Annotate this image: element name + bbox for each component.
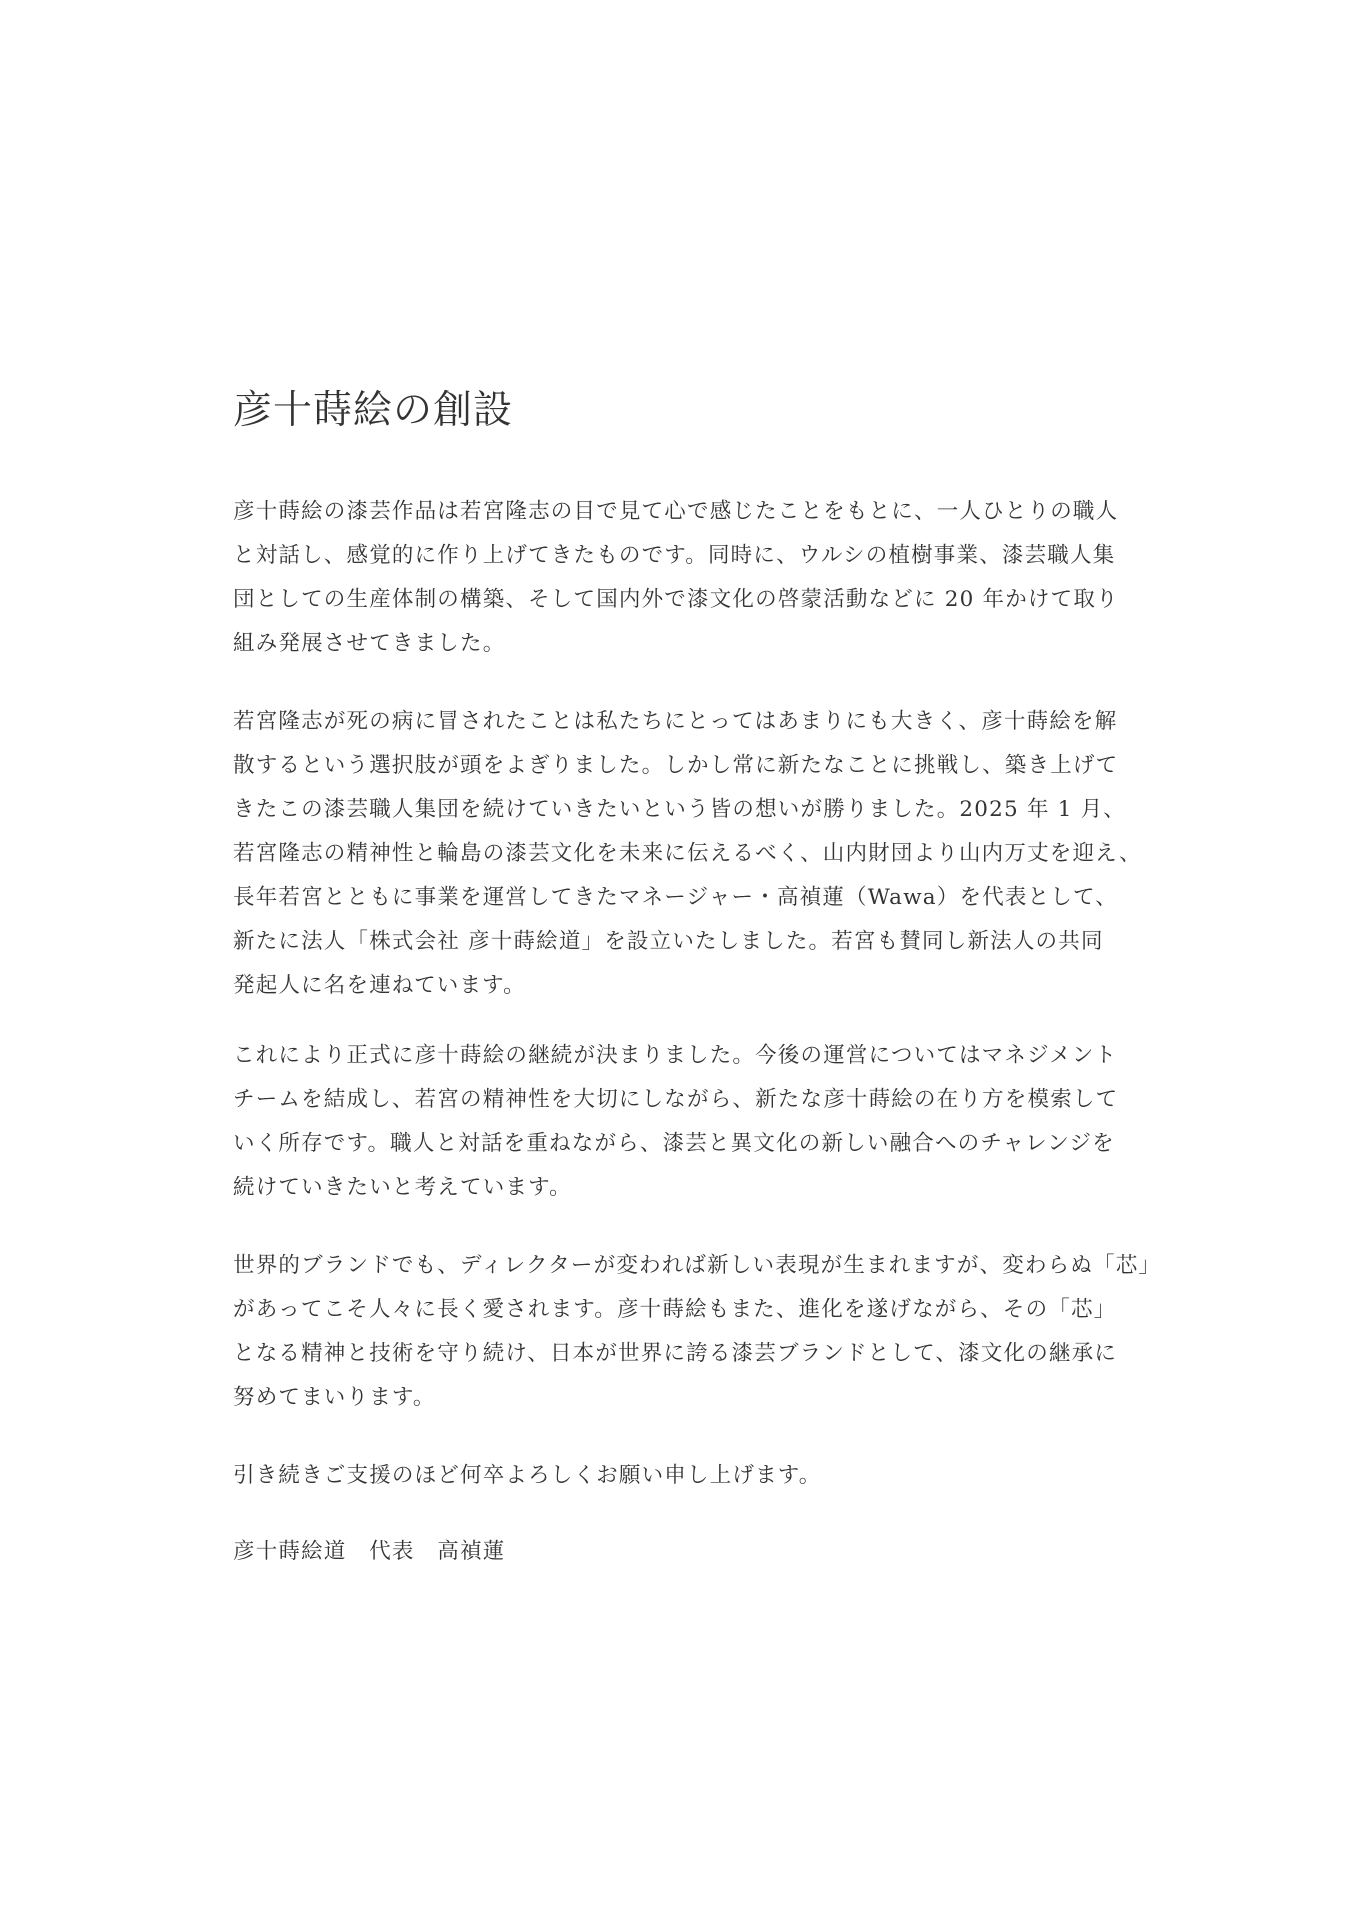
- text-line: となる精神と技術を守り続け、日本が世界に誇る漆芸ブランドとして、漆文化の継承に: [233, 1341, 1118, 1366]
- signature-line: 彦十蒔絵道 代表 高禎蓮: [233, 1539, 506, 1564]
- document-body: [233, 386, 1162, 1564]
- signature: [233, 1530, 505, 1574]
- text-line: チームを結成し、若宮の精神性を大切にしながら、新たな彦十蒔絵の在り方を模索して: [233, 1087, 1119, 1112]
- intro-paragraph: [233, 490, 1119, 666]
- text-line: 若宮隆志の精神性と輪島の漆芸文化を未来に伝えるべく、山内財団より山内万丈を迎え、: [233, 841, 1142, 866]
- page-title: 彦十蒔絵の創設: [233, 388, 514, 433]
- text-line: 団としての生産体制の構築、そして国内外で漆文化の啓蒙活動などに 20 年かけて取り: [233, 587, 1119, 612]
- text-line: 発起人に名を連ねています。: [233, 973, 526, 998]
- text-line: いく所存です。職人と対話を重ねながら、漆芸と異文化の新しい融合へのチャレンジを: [233, 1131, 1115, 1156]
- text-line: 彦十蒔絵の漆芸作品は若宮隆志の目で見て心で感じたことをもとに、一人ひとりの職人: [233, 499, 1119, 524]
- text-line: 長年若宮とともに事業を運営してきたマネージャー・高禎蓮（Wawa）を代表として、: [233, 885, 1118, 910]
- text-line: 努めてまいります。: [233, 1385, 436, 1410]
- brand-paragraph: [233, 1244, 1161, 1420]
- founding-paragraph: [233, 700, 1142, 1008]
- text-line: 続けていきたいと考えています。: [233, 1175, 572, 1200]
- text-line: 散するという選択肢が頭をよぎりました。しかし常に新たなことに挑戦し、築き上げて: [233, 753, 1119, 778]
- text-line: 世界的ブランドでも、ディレクターが変われば新しい表現が生まれますが、変わらぬ「芯」: [233, 1253, 1162, 1278]
- text-line: 若宮隆志が死の病に冒されたことは私たちにとってはあまりにも大きく、彦十蒔絵を解: [233, 709, 1118, 734]
- closing-paragraph: [233, 1454, 821, 1498]
- text-line: 組み発展させてきました。: [233, 631, 506, 656]
- continuation-paragraph: [233, 1034, 1118, 1210]
- text-line: きたこの漆芸職人集団を続けていきたいという皆の想いが勝りました。2025 年 1 月、: [233, 797, 1127, 822]
- text-line: これにより正式に彦十蒔絵の継続が決まりました。今後の運営についてはマネジメント: [233, 1043, 1118, 1068]
- text-line: 新たに法人「株式会社 彦十蒔絵道」を設立いたしました。若宮も賛同し新法人の共同: [233, 929, 1104, 954]
- text-line: があってこそ人々に長く愛されます。彦十蒔絵もまた、進化を遂げながら、その「芯」: [233, 1297, 1117, 1322]
- text-line: 引き続きご支援のほど何卒よろしくお願い申し上げます。: [233, 1463, 822, 1488]
- text-line: と対話し、感覚的に作り上げてきたものです。同時に、ウルシの植樹事業、漆芸職人集: [233, 543, 1116, 568]
